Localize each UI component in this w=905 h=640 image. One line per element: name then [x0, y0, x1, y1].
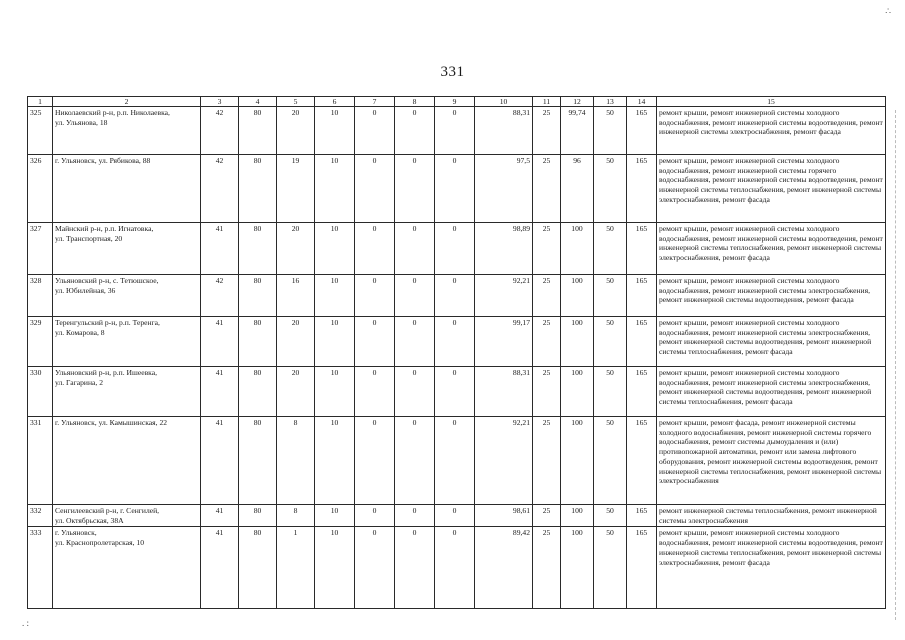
col-9-cell: 0	[435, 367, 475, 417]
col-10-cell: 92,21	[475, 275, 533, 317]
col-12-cell: 100	[561, 367, 594, 417]
col-14-cell: 165	[627, 107, 657, 155]
col-3-cell: 41	[201, 417, 239, 505]
col-11-cell: 25	[533, 527, 561, 609]
col-10-cell: 88,31	[475, 367, 533, 417]
col-11-cell: 25	[533, 367, 561, 417]
header-row	[28, 97, 886, 107]
col-12-cell: 100	[561, 275, 594, 317]
col-10-cell: 88,31	[475, 107, 533, 155]
col-6-cell: 10	[315, 223, 355, 275]
col-14-cell: 165	[627, 223, 657, 275]
scan-mark-top-right: ∴	[885, 6, 891, 16]
col-13-cell: 50	[594, 223, 627, 275]
col-11-cell: 25	[533, 417, 561, 505]
page-number: 331	[440, 64, 465, 80]
col-4-cell: 80	[239, 155, 277, 223]
col-12-cell: 100	[561, 417, 594, 505]
col-3-cell: 41	[201, 527, 239, 609]
col-7-cell: 0	[355, 527, 395, 609]
col-13-cell: 50	[594, 155, 627, 223]
col-header: 11	[533, 97, 561, 107]
work-types-cell: ремонт крыши, ремонт инженерной системы холодного водоснабжения, ремонт инженерной системы электроснабжения, ремонт инженерной системы водоотведения, ремонт инженерной системы теплоснабжения, ремонт фасада	[657, 367, 886, 417]
row-index-cell: 329	[28, 317, 53, 367]
table-row	[28, 527, 886, 609]
col-7-cell: 0	[355, 223, 395, 275]
col-3-cell: 41	[201, 505, 239, 527]
col-9-cell: 0	[435, 155, 475, 223]
col-11-cell: 25	[533, 505, 561, 527]
col-9-cell: 0	[435, 317, 475, 367]
col-8-cell: 0	[395, 317, 435, 367]
col-header: 2	[53, 97, 201, 107]
col-14-cell: 165	[627, 505, 657, 527]
work-types-cell: ремонт крыши, ремонт инженерной системы холодного водоснабжения, ремонт инженерной системы водоотведения, ремонт инженерной системы теплоснабжения, ремонт инженерной системы электроснабжения, ремонт фасада	[657, 223, 886, 275]
col-10-cell: 99,17	[475, 317, 533, 367]
address-cell: г. Ульяновск, ул. Камышинская, 22	[53, 417, 201, 505]
col-8-cell: 0	[395, 107, 435, 155]
row-index-cell: 333	[28, 527, 53, 609]
col-3-cell: 42	[201, 155, 239, 223]
col-11-cell: 25	[533, 275, 561, 317]
col-header: 1	[28, 97, 53, 107]
col-13-cell: 50	[594, 317, 627, 367]
col-5-cell: 20	[277, 367, 315, 417]
col-5-cell: 8	[277, 417, 315, 505]
col-13-cell: 50	[594, 505, 627, 527]
col-14-cell: 165	[627, 527, 657, 609]
col-header: 15	[657, 97, 886, 107]
col-12-cell: 96	[561, 155, 594, 223]
col-8-cell: 0	[395, 417, 435, 505]
col-10-cell: 98,61	[475, 505, 533, 527]
col-3-cell: 42	[201, 275, 239, 317]
col-13-cell: 50	[594, 107, 627, 155]
col-6-cell: 10	[315, 505, 355, 527]
col-8-cell: 0	[395, 367, 435, 417]
col-10-cell: 97,5	[475, 155, 533, 223]
col-3-cell: 41	[201, 223, 239, 275]
col-5-cell: 20	[277, 223, 315, 275]
col-header: 10	[475, 97, 533, 107]
col-5-cell: 20	[277, 107, 315, 155]
col-6-cell: 10	[315, 367, 355, 417]
col-13-cell: 50	[594, 367, 627, 417]
work-types-cell: ремонт крыши, ремонт инженерной системы холодного водоснабжения, ремонт инженерной системы электроснабжения, ремонт инженерной системы водоотведения, ремонт инженерной системы теплоснабжения, ремонт фасада	[657, 317, 886, 367]
col-8-cell: 0	[395, 155, 435, 223]
col-13-cell: 50	[594, 527, 627, 609]
col-6-cell: 10	[315, 155, 355, 223]
table-row	[28, 107, 886, 155]
table-row	[28, 275, 886, 317]
work-types-cell: ремонт крыши, ремонт инженерной системы холодного водоснабжения, ремонт инженерной системы горячего водоснабжения, ремонт инженерной системы водоотведения, ремонт инженерной системы теплоснабжения, ремонт инженерной системы электроснабжения, ремонт фасада	[657, 155, 886, 223]
row-index-cell: 331	[28, 417, 53, 505]
table-row	[28, 417, 886, 505]
col-3-cell: 41	[201, 367, 239, 417]
col-12-cell: 100	[561, 223, 594, 275]
col-10-cell: 98,89	[475, 223, 533, 275]
col-header: 14	[627, 97, 657, 107]
work-types-cell: ремонт крыши, ремонт фасада, ремонт инженерной системы холодного водоснабжения, ремонт инженерной системы горячего водоснабжения, ремонт системы дымоудаления и (или) противопожарной автоматики, ремонт или замена лифтового оборудования, ремонт инженерной системы водоотведения, ремонт инженерной системы теплоснабжения, ремонт инженерной системы электроснабжения	[657, 417, 886, 505]
row-index-cell: 327	[28, 223, 53, 275]
row-index-cell: 332	[28, 505, 53, 527]
col-14-cell: 165	[627, 275, 657, 317]
col-4-cell: 80	[239, 275, 277, 317]
col-4-cell: 80	[239, 223, 277, 275]
work-types-cell: ремонт крыши, ремонт инженерной системы холодного водоснабжения, ремонт инженерной системы водоотведения, ремонт инженерной системы теплоснабжения, ремонт инженерной системы электроснабжения, ремонт фасада	[657, 527, 886, 609]
col-12-cell: 99,74	[561, 107, 594, 155]
col-5-cell: 1	[277, 527, 315, 609]
table-row	[28, 367, 886, 417]
col-header: 9	[435, 97, 475, 107]
col-12-cell: 100	[561, 527, 594, 609]
col-4-cell: 80	[239, 527, 277, 609]
col-12-cell: 100	[561, 317, 594, 367]
col-header: 3	[201, 97, 239, 107]
table-row	[28, 223, 886, 275]
col-7-cell: 0	[355, 317, 395, 367]
table-body	[28, 107, 886, 609]
work-types-cell: ремонт крыши, ремонт инженерной системы холодного водоснабжения, ремонт инженерной системы водоотведения, ремонт инженерной системы электроснабжения, ремонт фасада	[657, 107, 886, 155]
col-5-cell: 19	[277, 155, 315, 223]
row-index-cell: 328	[28, 275, 53, 317]
table-row	[28, 505, 886, 527]
page-edge-line	[895, 110, 897, 620]
col-5-cell: 16	[277, 275, 315, 317]
col-9-cell: 0	[435, 275, 475, 317]
col-4-cell: 80	[239, 107, 277, 155]
col-14-cell: 165	[627, 417, 657, 505]
col-4-cell: 80	[239, 505, 277, 527]
scan-mark-bottom-left: . :	[22, 618, 30, 628]
col-10-cell: 89,42	[475, 527, 533, 609]
address-cell: Теренгульский р-н, р.п. Теренга, ул. Комарова, 8	[53, 317, 201, 367]
address-cell: г. Ульяновск, ул. Краснопролетарская, 10	[53, 527, 201, 609]
col-14-cell: 165	[627, 155, 657, 223]
col-7-cell: 0	[355, 107, 395, 155]
col-9-cell: 0	[435, 417, 475, 505]
col-header: 4	[239, 97, 277, 107]
col-6-cell: 10	[315, 275, 355, 317]
col-10-cell: 92,21	[475, 417, 533, 505]
col-4-cell: 80	[239, 317, 277, 367]
col-header: 5	[277, 97, 315, 107]
col-7-cell: 0	[355, 417, 395, 505]
col-3-cell: 42	[201, 107, 239, 155]
col-header: 12	[561, 97, 594, 107]
col-4-cell: 80	[239, 367, 277, 417]
col-9-cell: 0	[435, 223, 475, 275]
col-12-cell: 100	[561, 505, 594, 527]
work-types-cell: ремонт инженерной системы теплоснабжения, ремонт инженерной системы электроснабжения	[657, 505, 886, 527]
row-index-cell: 326	[28, 155, 53, 223]
col-7-cell: 0	[355, 275, 395, 317]
col-header: 7	[355, 97, 395, 107]
col-6-cell: 10	[315, 317, 355, 367]
col-9-cell: 0	[435, 107, 475, 155]
col-7-cell: 0	[355, 155, 395, 223]
col-14-cell: 165	[627, 317, 657, 367]
col-8-cell: 0	[395, 527, 435, 609]
table-row	[28, 317, 886, 367]
col-header: 13	[594, 97, 627, 107]
row-index-cell: 325	[28, 107, 53, 155]
col-9-cell: 0	[435, 505, 475, 527]
col-11-cell: 25	[533, 223, 561, 275]
col-13-cell: 50	[594, 417, 627, 505]
col-6-cell: 10	[315, 417, 355, 505]
col-5-cell: 20	[277, 317, 315, 367]
col-6-cell: 10	[315, 107, 355, 155]
row-index-cell: 330	[28, 367, 53, 417]
col-8-cell: 0	[395, 223, 435, 275]
col-8-cell: 0	[395, 275, 435, 317]
work-types-cell: ремонт крыши, ремонт инженерной системы холодного водоснабжения, ремонт инженерной системы электроснабжения, ремонт инженерной системы водоотведения, ремонт фасада	[657, 275, 886, 317]
col-5-cell: 8	[277, 505, 315, 527]
col-11-cell: 25	[533, 317, 561, 367]
col-3-cell: 41	[201, 317, 239, 367]
col-7-cell: 0	[355, 367, 395, 417]
col-14-cell: 165	[627, 367, 657, 417]
col-6-cell: 10	[315, 527, 355, 609]
data-table	[27, 96, 886, 609]
col-9-cell: 0	[435, 527, 475, 609]
col-13-cell: 50	[594, 275, 627, 317]
col-4-cell: 80	[239, 417, 277, 505]
col-11-cell: 25	[533, 107, 561, 155]
address-cell: Ульяновский р-н, р.п. Ишеевка, ул. Гагарина, 2	[53, 367, 201, 417]
col-8-cell: 0	[395, 505, 435, 527]
table-row	[28, 155, 886, 223]
col-header: 6	[315, 97, 355, 107]
col-11-cell: 25	[533, 155, 561, 223]
address-cell: Сенгилеевский р-н, г. Сенгилей, ул. Октябрьская, 38А	[53, 505, 201, 527]
col-7-cell: 0	[355, 505, 395, 527]
address-cell: г. Ульяновск, ул. Рябикова, 88	[53, 155, 201, 223]
address-cell: Николаевский р-н, р.п. Николаевка, ул. Ульянова, 18	[53, 107, 201, 155]
address-cell: Ульяновский р-н, с. Тетюшское, ул. Юбилейная, 36	[53, 275, 201, 317]
col-header: 8	[395, 97, 435, 107]
address-cell: Майнский р-н, р.п. Игнатовка, ул. Транспортная, 20	[53, 223, 201, 275]
